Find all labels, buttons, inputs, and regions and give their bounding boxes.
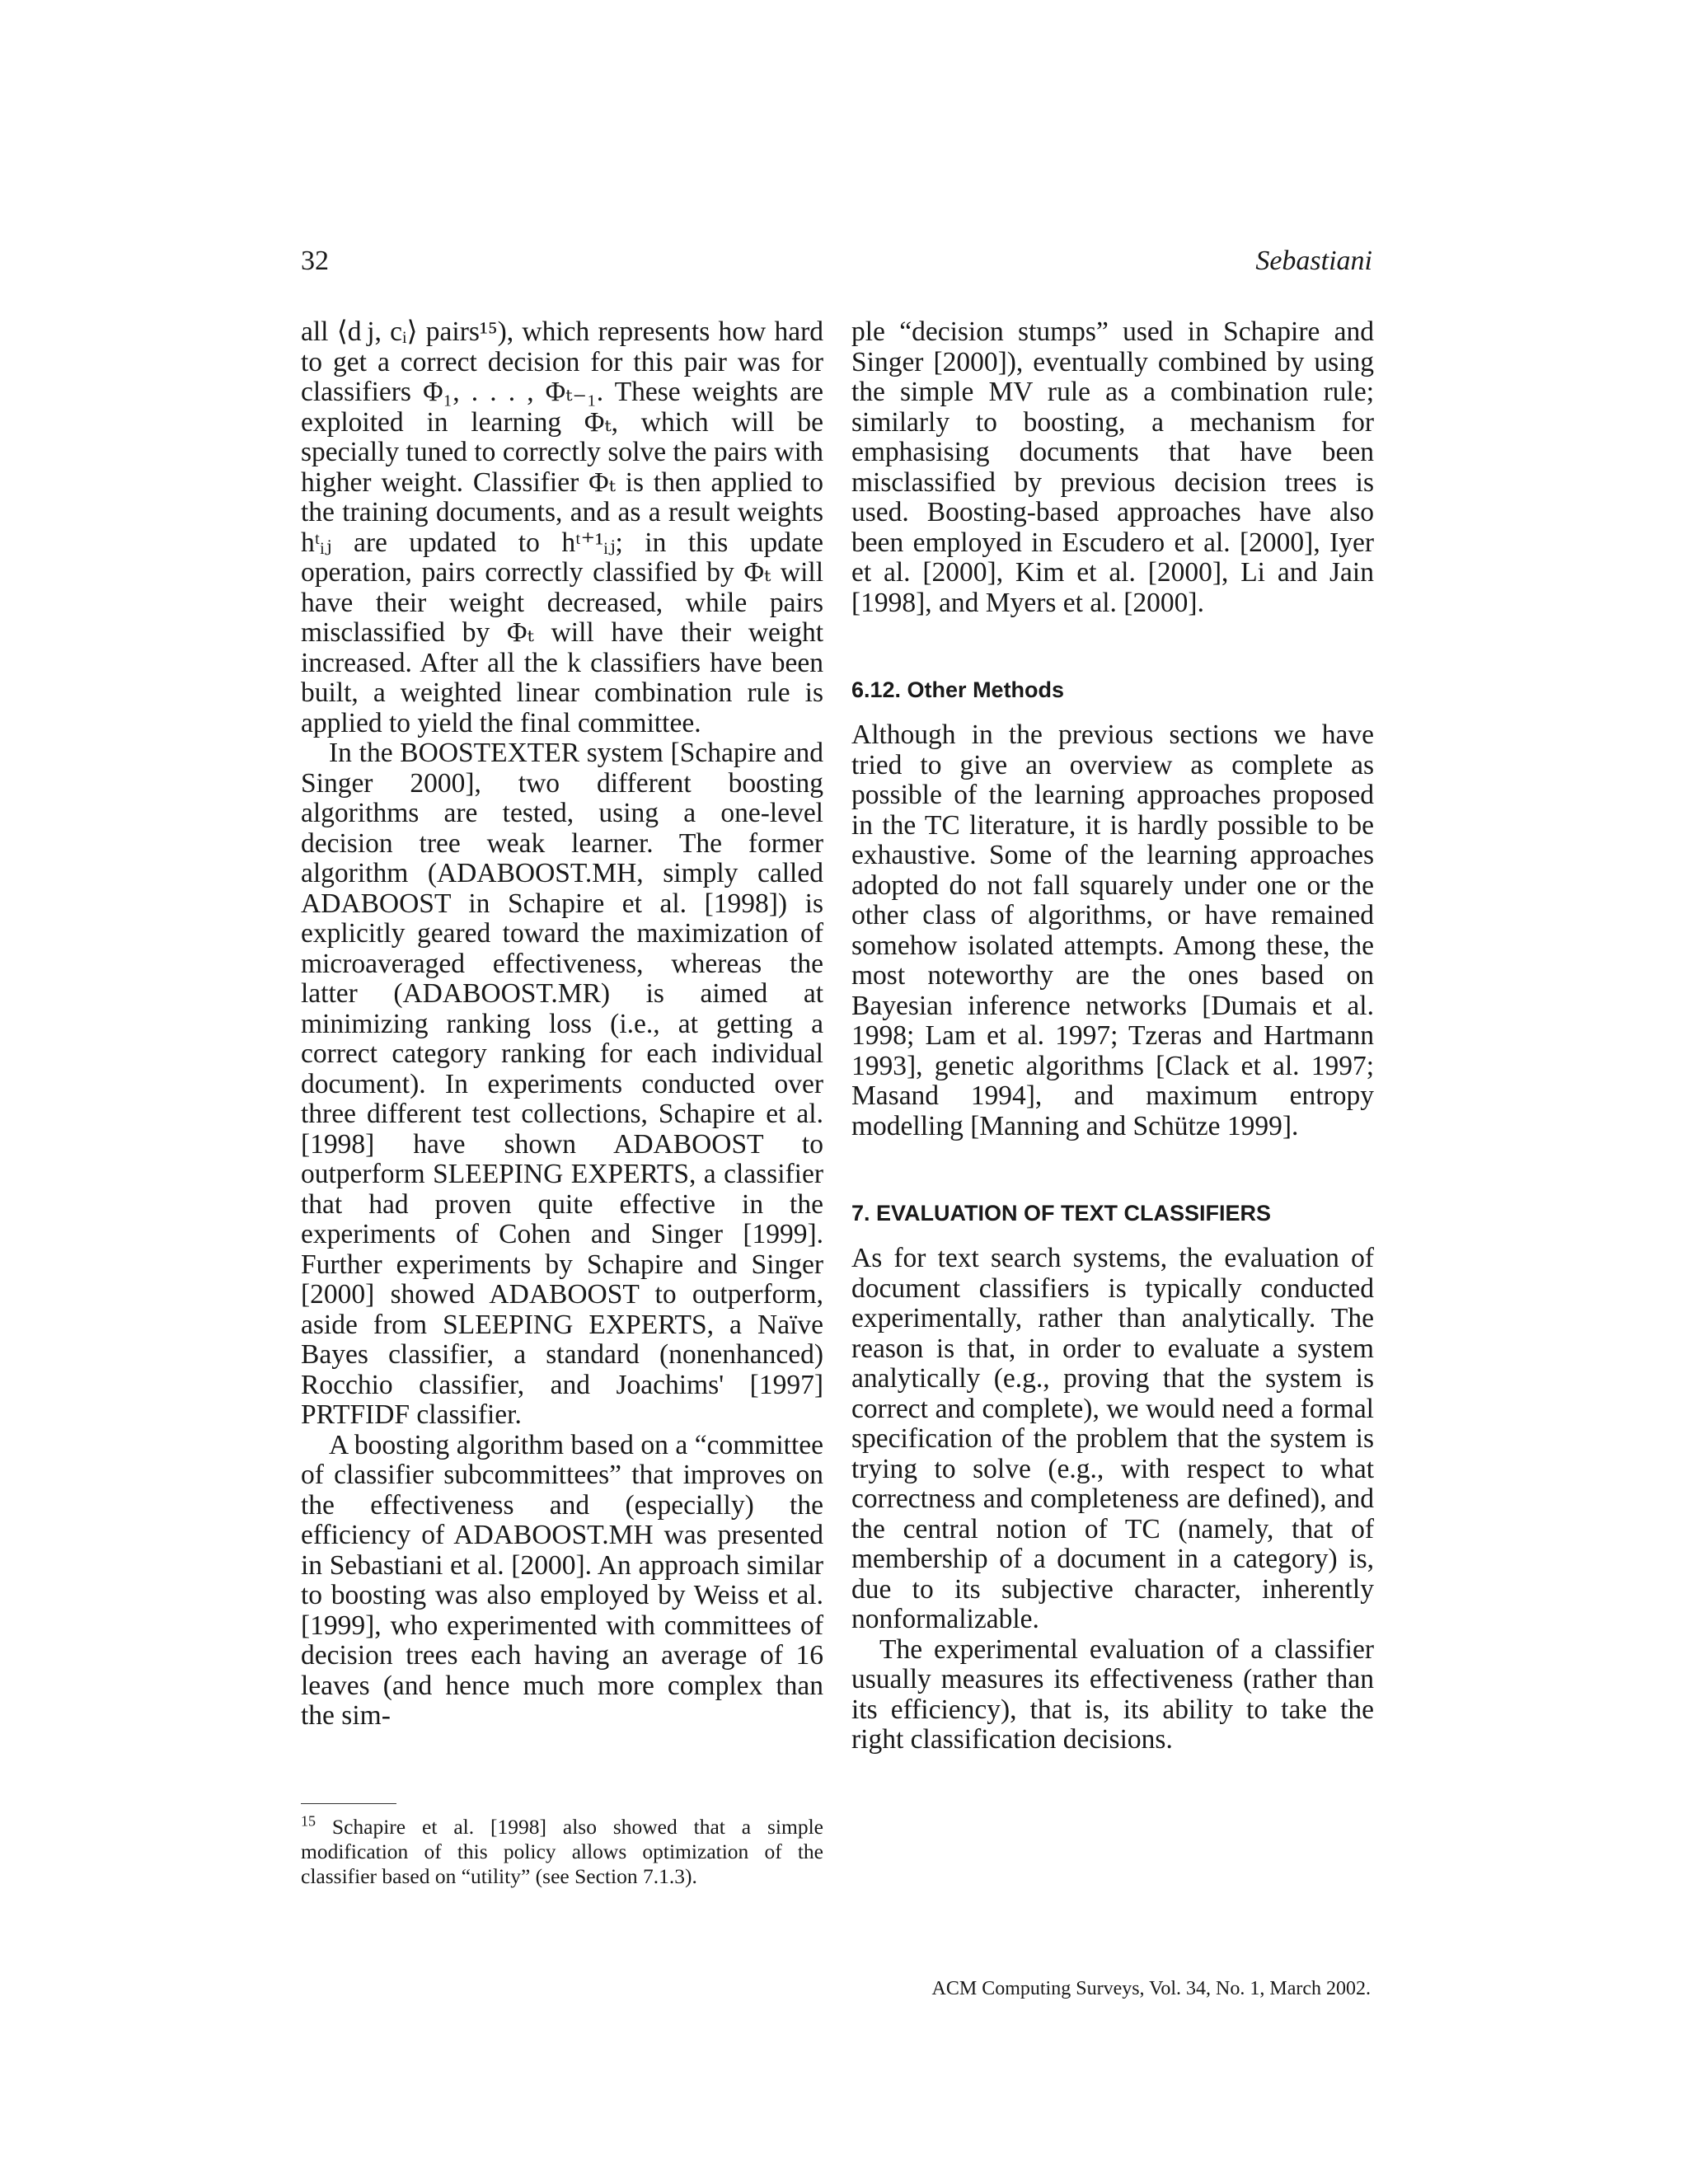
section-heading-6-12: 6.12. Other Methods bbox=[851, 677, 1065, 702]
right-paragraph-1: ple “decision stumps” used in Schapire and Singer [2000]), eventually combined by using the simple MV rule as a combination rule; similarly to boosting, a mechanism for emphasising documents that have been misclassified by previous decision trees is used. Boosting-based approaches have also been employed in Escudero et al. [2000], Iyer et al. [2000], Kim et al. [2000], Li and Jain [1998], and Myers et al. [2000]. bbox=[851, 316, 1374, 618]
right-paragraph-3: As for text search systems, the evaluation of document classifiers is typically conducted experimentally, rather than analytically. The reason is that, in order to evaluate a system analytically (e.g., proving that the system is correct and complete), we would need a formal specification of the problem that the system is trying to solve (e.g., with respect to what correctness and completeness are defined), and the central notion of TC (namely, that of membership of a document in a category) is, due to its subjective character, inherently nonformalizable. bbox=[851, 1243, 1374, 1634]
footnote-rule bbox=[301, 1803, 396, 1804]
right-column bbox=[851, 317, 1374, 1755]
section-heading-7: 7. EVALUATION OF TEXT CLASSIFIERS bbox=[851, 1201, 1272, 1226]
left-paragraph-3: A boosting algorithm based on a “committee of classifier subcommittees” that improves on the effectiveness and (especially) the efficiency of ADABOOST.MH was presented in Sebastiani et al. [2000]. An approach similar to boosting was also employed by Weiss et al. [1999], who experimented with committees of decision trees each having an average of 16 leaves (and hence much more complex than the sim- bbox=[301, 1429, 823, 1731]
footnote-mark: 15 bbox=[301, 1812, 316, 1830]
footnote bbox=[301, 1812, 823, 1889]
left-column bbox=[301, 317, 823, 1732]
left-paragraph-2: In the BOOSTEXTER system [Schapire and Singer 2000], two different boosting algorithms are tested, using a one-level decision tree weak learner. The former algorithm (ADABOOST.MH, simply called ADABOOST in Schapire et al. [1998]) is explicitly geared toward the maximization of microaveraged effectiveness, whereas the latter (ADABOOST.MR) is aimed at minimizing ranking loss (i.e., at getting a correct category ranking for each individual document). In experiments conducted over three different test collections, Schapire et al. [1998] have shown ADABOOST to outperform SLEEPING EXPERTS, a classifier that had proven quite effective in the experiments of Cohen and Singer [1999]. Further experiments by Schapire and Singer [2000] showed ADABOOST to outperform, aside from SLEEPING EXPERTS, a Naïve Bayes classifier, a standard (nonenhanced) Rocchio classifier, and Joachims' [1997] PRTFIDF classifier. bbox=[301, 738, 823, 1430]
footer-citation: ACM Computing Surveys, Vol. 34, No. 1, March 2002. bbox=[931, 1978, 1371, 1999]
footnote-text: Schapire et al. [1998] also showed that a simple modification of this policy allows optimization of the classifier based on “utility” (see Section 7.1.3). bbox=[301, 1815, 823, 1888]
running-head: Sebastiani bbox=[1255, 246, 1372, 276]
right-paragraph-4: The experimental evaluation of a classifier usually measures its effectiveness (rather than its efficiency), that is, its ability to take the right classification decisions. bbox=[851, 1633, 1374, 1755]
right-paragraph-2: Although in the previous sections we have tried to give an overview as complete as possible of the learning approaches proposed in the TC literature, it is hardly possible to be exhaustive. Some of the learning approaches adopted do not fall squarely under one or the other class of algorithms, or have remained somehow isolated attempts. Among these, the most noteworthy are the ones based on Bayesian inference networks [Dumais et al. 1998; Lam et al. 1997; Tzeras and Hartmann 1993], genetic algorithms [Clack et al. 1997; Masand 1994], and maximum entropy modelling [Manning and Schütze 1999]. bbox=[851, 719, 1374, 1141]
page-number: 32 bbox=[301, 246, 329, 276]
left-paragraph-1: all ⟨d j, cᵢ⟩ pairs¹⁵), which represents how hard to get a correct decision for this pair was for classifiers Φ₁, . . . , Φₜ₋₁. These weights are exploited in learning Φₜ, which will be specially tuned to correctly solve the pairs with higher weight. Classifier Φₜ is then applied to the training documents, and as a result weights hᵗᵢⱼ are updated to hᵗ⁺¹ᵢⱼ; in this update operation, pairs correctly classified by Φₜ will have their weight decreased, while pairs misclassified by Φₜ will have their weight increased. After all the k classifiers have been built, a weighted linear combination rule is applied to yield the final committee. bbox=[301, 316, 823, 738]
